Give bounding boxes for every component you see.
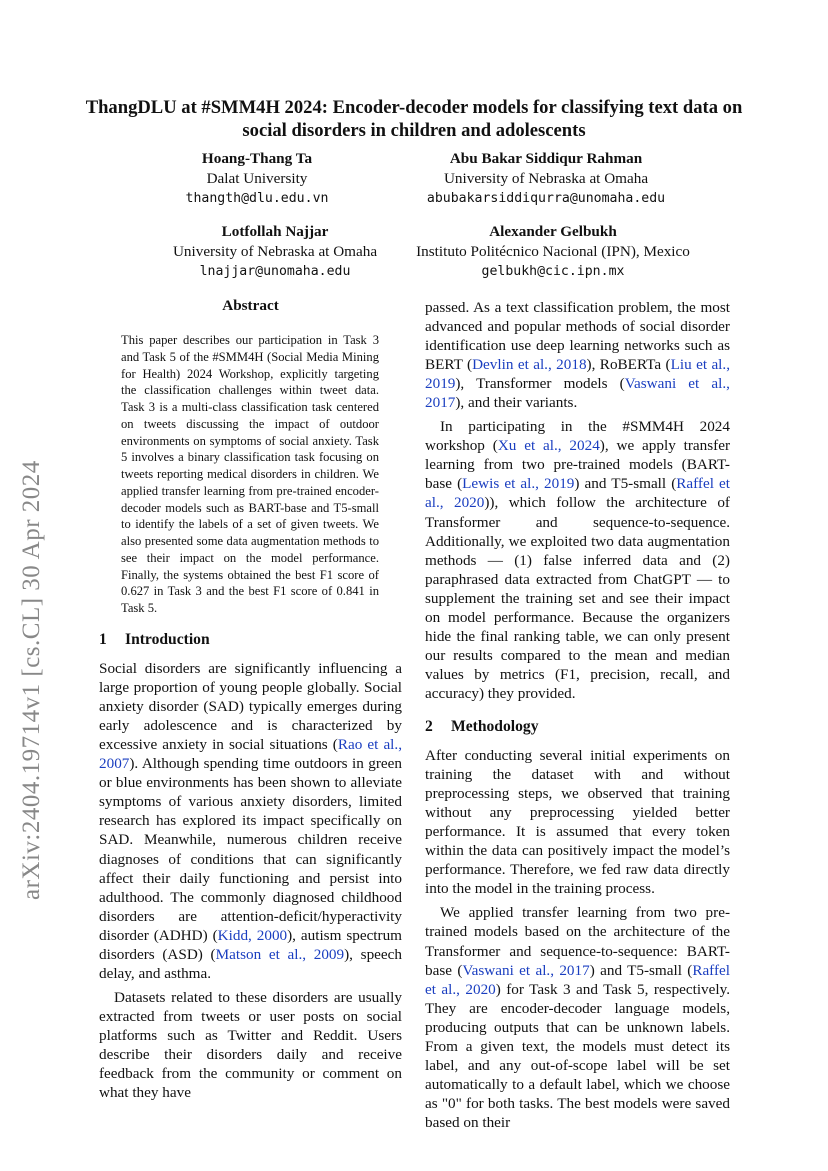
section-title: Methodology	[451, 717, 539, 735]
paper-title: ThangDLU at #SMM4H 2024: Encoder-decoder models for classifying text data on social disorders in children and adolescents	[85, 97, 743, 141]
citation-link[interactable]: Vaswani et al., 2017	[425, 375, 730, 412]
citation-link[interactable]: Vaswani et al., 2017	[462, 961, 590, 979]
citation-link[interactable]: Raffel et al., 2020	[425, 475, 730, 512]
author-affiliation: University of Nebraska at Omaha	[172, 243, 378, 260]
section-number: 2	[425, 717, 433, 735]
abstract-heading: Abstract	[222, 297, 279, 314]
body-paragraph: After conducting several initial experiments on training the dataset with and without preprocessing steps, we observed that training without any preprocessing yielded better performance. It is assumed that every token within the data can positively impact the model’s performance. Therefore, we fed raw data directly into the model in the training process.	[425, 747, 730, 898]
body-paragraph: In participating in the #SMM4H 2024 workshop (Xu et al., 2024), we apply transfer learning from two pre-trained models (BART-base (Lewis et al., 2019) and T5-small (Raffel et al., 2020)), which follow the architecture of Transformer and sequence-to-sequence. Additionally, we exploited two data augmentation methods — (1) false inferred data and (2) paraphrased data extracted from ChatGPT — to supplement the training set and see their impact on model performance. Because the organizers hide the final ranking table, we can only present our results compared to the mean and median values by metrics (F1, precision, recall, and accuracy) they provided.	[425, 418, 731, 702]
section-title: Introduction	[125, 631, 210, 648]
author-name: Hoang-Thang Ta	[201, 150, 313, 167]
body-paragraph: We applied transfer learning from two pre-trained models based on the architecture of the Transformer and sequence-to-sequence: BART-base (Vaswani et al., 2017) and T5-small (Raffel et al., 2020) for Task 3 and Task 5, respectively. They are encoder-decoder language models, producing outputs that can be unknown labels. From a given text, the models must detect its label, and any out-of-scope label will be set automatically to a default label, which we choose as "0" for both tasks. The best models were saved based on their	[425, 904, 731, 1131]
citation-link[interactable]: Xu et al., 2024	[497, 437, 600, 455]
author-block	[400, 222, 706, 282]
author-affiliation: Dalat University	[206, 170, 308, 187]
author-email: gelbukh@cic.ipn.mx	[481, 264, 625, 279]
citation-link[interactable]: Kidd, 2000	[217, 926, 288, 944]
author-block	[150, 149, 364, 209]
author-block	[396, 149, 696, 209]
section-number: 1	[99, 631, 107, 648]
author-block	[150, 222, 400, 282]
section-heading-methodology	[425, 717, 730, 736]
intro-paragraph-2: Datasets related to these disorders are usually extracted from tweets or user posts on social platforms such as Twitter and Reddit. Users describe their disorders daily and receive feedback from the community or comment on what they have	[99, 988, 402, 1102]
citation-link[interactable]: Lewis et al., 2019	[462, 475, 575, 493]
author-email: thangth@dlu.edu.vn	[185, 191, 329, 206]
author-name: Abu Bakar Siddiqur Rahman	[449, 150, 643, 167]
author-affiliation: University of Nebraska at Omaha	[443, 170, 649, 187]
arxiv-watermark: arXiv:2404.19714v1 [cs.CL] 30 Apr 2024	[18, 460, 45, 900]
author-affiliation: Instituto Politécnico Nacional (IPN), Mexico	[416, 243, 690, 260]
section-heading-introduction	[99, 630, 402, 649]
author-email: abubakarsiddiqurra@unomaha.edu	[426, 191, 666, 206]
intro-paragraph-1: Social disorders are significantly influencing a large proportion of young people globally. Social anxiety disorder (SAD) typically emerges during early adolescence and is characterized by excessive anxiety in social situations (Rao et al., 2007). Although spending time outdoors in green or blue environments has been shown to alleviate symptoms of various anxiety disorders, limited research has explored its impact specifically on SAD. Meanwhile, numerous children receive diagnoses of conditions that can significantly affect their daily functioning and persist into adulthood. The commonly diagnosed childhood disorders are attention-deficit/hyperactivity disorder (ADHD) (Kidd, 2000), autism spectrum disorders (ASD) (Matson et al., 2009), speech delay, and asthma.	[99, 660, 402, 982]
author-name: Lotfollah Najjar	[221, 223, 329, 240]
author-email: lnajjar@unomaha.edu	[199, 264, 351, 279]
citation-link[interactable]: Rao et al., 2007	[99, 736, 402, 773]
right-column	[425, 298, 730, 1132]
citation-link[interactable]: Devlin et al., 2018	[472, 356, 587, 374]
citation-link[interactable]: Raffel et al., 2020	[425, 961, 730, 998]
body-paragraph: passed. As a text classification problem, the most advanced and popular methods of social disorder identification use deep learning networks such as BERT (Devlin et al., 2018), RoBERTa (Liu et al., 2019), Transformer models (Vaswani et al., 2017), and their variants.	[425, 299, 730, 412]
abstract-text: This paper describes our participation in Task 3 and Task 5 of the #SMM4H (Social Media Mining for Health) 2024 Workshop, explicitly targeting the classification challenges within tweet data. Task 3 is a multi-class classification task centered on tweets discussing the impact of outdoor environments on symptoms of social anxiety. Task 5 involves a binary classification task focusing on tweets reporting medical disorders in children. We applied transfer learning from pre-trained encoder-decoder models such as BART-base and T5-small to identify the labels of a set of given tweets. We also presented some data augmentation methods to see their impact on the model performance. Finally, the systems obtained the best F1 score of 0.627 in Task 3 and the best F1 score of 0.841 in Task 5.	[121, 333, 379, 615]
left-column	[99, 630, 402, 1102]
citation-link[interactable]: Matson et al., 2009	[215, 945, 345, 963]
author-name: Alexander Gelbukh	[489, 223, 617, 240]
citation-link[interactable]: Liu et al., 2019	[425, 356, 730, 393]
